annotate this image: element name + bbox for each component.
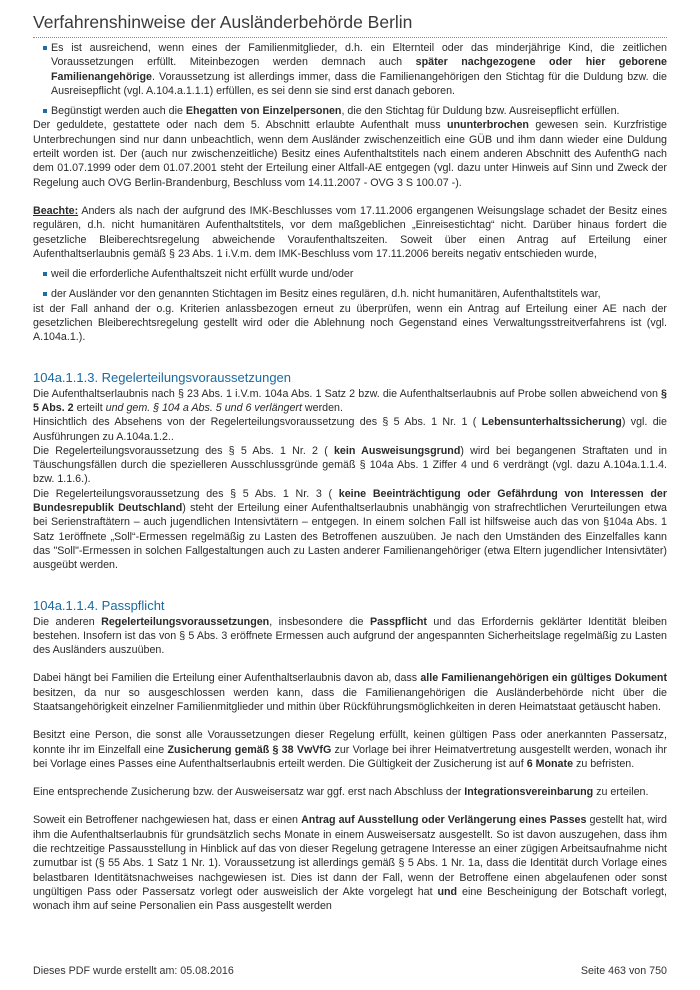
list-item: weil die erforderliche Aufenthaltszeit nicht erfüllt wurde und/oder [51,267,667,281]
section-heading: 104a.1.1.4. Passpflicht [33,597,165,613]
paragraph: Dabei hängt bei Familien die Erteilung einer Aufenthaltserlaubnis davon ab, dass alle Familienangehörigen ein gültiges Dokument besitzen, da nur so ausgeschlossen werden kann, dass die Familienangehörigen die Ausländerbehörde nicht über die Staatsangehörigkeit einzelner Familienmitglieder und mithin über Rückführungsmöglichkeiten in deren Heimatstaat getäuscht haben. [33,672,668,713]
list-item: Es ist ausreichend, wenn eines der Familienmitglieder, d.h. ein Elternteil oder das minderjährige Kind, die zeitlichen Voraussetzungen erfüllt. Miteinbezogen werden demnach auch später nachgezogene oder hier geborene Familienangehörige. Voraussetzung ist allerdings immer, dass die Familienangehörigen den Stichtag für die Duldung bzw. die Ausreisepflicht (vgl. A.104.a.1.1.1) erfüllen, es sei denn sie sind erst danach geboren. [51,42,667,97]
pdf-created-date: Dieses PDF wurde erstellt am: 05.08.2016 [33,965,234,977]
section-heading: 104a.1.1.3. Regelerteilungsvoraussetzungen [33,369,292,385]
list-item: Begünstigt werden auch die Ehegatten von Einzelpersonen, die den Stichtag für Duldung bzw. Ausreisepflicht erfüllen. [51,104,667,118]
paragraph: Die Regelerteilungsvoraussetzung des § 5 Abs. 1 Nr. 2 ( kein Ausweisungsgrund) wird bei begangenen Straftaten und in Täuschungsfällen durch die spezielleren Ausschlussgründe gemäß § 104a Abs. 1 Ziffer 4 und 6 verdrängt (vgl. dazu A.104a.1.1.4. bzw. 1.1.6.). [33,444,667,486]
list-item: der Ausländer vor den genannten Stichtagen im Besitz eines regulären, d.h. nicht humanitären, Aufenthaltstitels war, [51,287,667,301]
document-body [33,41,667,914]
paragraph: Besitzt eine Person, die sonst alle Voraussetzungen dieser Regelung erfüllt, keinen gültigen Pass oder anerkannten Passersatz, konnte ihr im Einzelfall eine Zusicherung gemäß § 38 VwVfG zur Vorlage bei ihrer Heimatvertretung ausgestellt werden, wonach ihr bei Vorlage eines Passes eine Aufenthaltserlaubnis erteilt werden. Die Gültigkeit der Zusicherung ist auf 6 Monate zu befristen. [33,729,667,770]
title-divider [33,37,667,38]
paragraph: ist der Fall anhand der o.g. Kriterien anlassbezogen erneut zu überprüfen, wenn ein Antrag auf Erteilung einer AE nach der gesetzlichen Bleiberechtsregelung gestellt wird oder die Ablehnung noch Gegenstand eines Verwaltungsstreitverfahrens ist (vgl. A.104a.1.). [33,302,667,344]
paragraph: Die Aufenthaltserlaubnis nach § 23 Abs. 1 i.V.m. 104a Abs. 1 Satz 2 bzw. die Aufenthaltserlaubnis auf Probe sollen abweichend von § 5 Abs. 2 erteilt und gem. § 104 a Abs. 5 und 6 verlängert werden. [33,387,667,414]
paragraph: Beachte: Anders als nach der aufgrund des IMK-Beschlusses vom 17.11.2006 ergangenen Weisungslage schadet der Besitz eines regulären, d.h. nicht humanitären Aufenthaltstitels, vor dem maßgeblichen „Einreisestichtag“ nicht. Darüber hinaus fordert die gesetzliche Bleiberechtsregelung abweichende Voraufenthaltszeiten. Soweit über einen Antrag auf Erteilung einer Aufenthaltserlaubnis gemäß § 23 Abs. 1 i.V.m. dem IMK-Beschluss vom 17.11.2006 bereits negativ entschieden wurde, [33,204,667,260]
paragraph: Soweit ein Betroffener nachgewiesen hat, dass er einen Antrag auf Ausstellung oder Verlängerung eines Passes gestellt hat, wird ihm die Aufenthaltserlaubnis für grundsätzlich sechs Monate in einem Ausweisersatz ausgestellt. So ist davon auszugehen, dass ihm die rechtzeitige Passausstellung in Hinblick auf das von dieser Regelung getragene Interesse an einer zügigen Arbeitsaufnahme nicht zumutbar ist (§ 55 Abs. 1 Satz 1 Nr. 1). Voraussetzung ist allerdings gemäß § 5 Abs. 1 Nr. 1a, dass die Identität durch Vorlage eines belastbaren Identitätsnachweises nachgewiesen ist. Dies ist dann der Fall, wenn der Betroffene einen abgelaufenen oder sonst ungültigen Pass oder Passersatz vorlegt oder ausweislich der Akte vorgelegt hat und eine Bescheinigung der Botschaft vorlegt, wonach ihm auf seine Personalien ein Pass ausgestellt werden [33,814,667,913]
paragraph: Eine entsprechende Zusicherung bzw. der Ausweisersatz war ggf. erst nach Abschluss der Integrationsvereinbarung zu erteilen. [33,786,649,799]
paragraph: Der geduldete, gestattete oder nach dem 5. Abschnitt erlaubte Aufenthalt muss ununterbrochen gewesen sein. Kurzfristige Unterbrechungen sind nur dann unbeachtlich, wenn dem Ausländer zwischenzeitlich eine GÜB und ihm dann wieder eine Duldung erteilt worden ist. Der (auch nur zwischenzeitliche) Besitz eines Aufenthaltstitels nach einem anderen Abschnitt des AufenthG nach dem 01.07.1999 oder dem 01.07.2001 steht der Erteilung einer Altfall-AE entgegen (vgl. dazu unter Hinweis auf Sinn und Zweck der Regelung auch OVG Berlin-Brandenburg, Beschluss vom 14.11.2007 - OVG 3 S 100.07 -). [33,119,667,189]
page-title: Verfahrenshinweise der Ausländerbehörde Berlin [33,12,413,32]
paragraph: Die anderen Regelerteilungsvoraussetzungen, insbesondere die Passpflicht und das Erfordernis geklärter Identität bleiben bestehen. Insofern ist das von § 5 Abs. 3 eröffnete Ermessen auch aufgrund der angespannten Sicherheitslage regelmäßig zu Lasten des Ausländers auszuüben. [33,615,667,657]
paragraph: Hinsichtlich des Absehens von der Regelerteilungsvoraussetzung des § 5 Abs. 1 Nr. 1 ( Lebensunterhaltssicherung) vgl. die Ausführungen zu A.104a.1.2.. [33,416,667,443]
page-number: Seite 463 von 750 [580,965,667,977]
page-footer [33,965,667,977]
beachte-label: Beachte: [33,204,79,217]
paragraph: Die Regelerteilungsvoraussetzung des § 5 Abs. 1 Nr. 3 ( keine Beeinträchtigung oder Gefährdung von Interessen der Bundesrepublik Deutschland) steht der Erteilung einer Aufenthaltserlaubnis unabhängig von strafrechtlichen Verurteilungen etwa bei Serienstraftätern – auch jugendlichen Intensivtätern – entgegen. In einem solchen Fall ist hilfsweise auch das von §104a Abs. 1 Satz 1eröffnete „Soll“-Ermessen regelmäßig zu Lasten des Betroffenen auszuüben. Je nach den Umständen des Einzelfalles kann das "Soll"-Ermessen in solchen Fallgestaltungen auch zu Lasten anderer Familienangehöriger (etwa Eltern jugendlicher Intensivtäter) ausgeübt werden. [33,487,667,572]
